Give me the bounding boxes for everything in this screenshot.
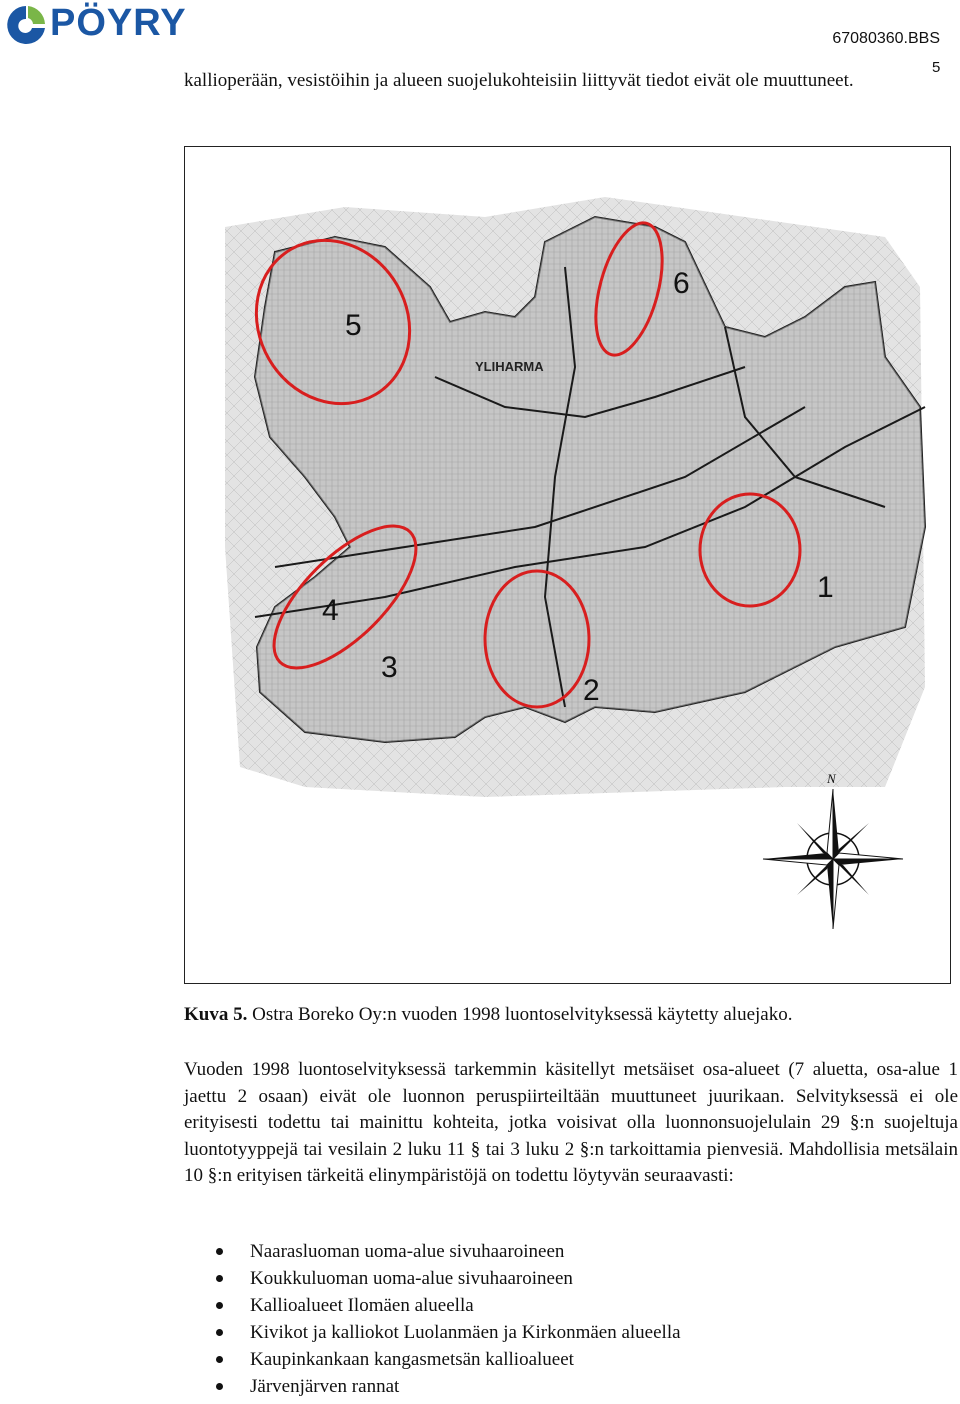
- list-item-text: Kivikot ja kalliokot Luolanmäen ja Kirkonmäen alueella: [250, 1322, 681, 1343]
- list-item: [184, 1373, 681, 1400]
- list-item: [184, 1319, 681, 1346]
- list-item-text: Kaupinkankaan kangasmetsän kallioalueet: [250, 1349, 574, 1370]
- bullet-icon: [216, 1302, 223, 1309]
- list-item-text: Kallioalueet Ilomäen alueella: [250, 1295, 474, 1316]
- compass-north-label: N: [827, 771, 836, 786]
- bullet-icon: [216, 1329, 223, 1336]
- bullet-icon: [216, 1248, 223, 1255]
- poyry-logo: [0, 0, 250, 46]
- intro-paragraph: kallioperään, vesistöihin ja alueen suojelukohteisiin liittyvät tiedot eivät ole muuttuneet.: [184, 70, 854, 91]
- caption-text: Ostra Boreko Oy:n vuoden 1998 luontoselvityksessä käytetty aluejako.: [247, 1004, 793, 1025]
- area-label-2: 2: [583, 674, 600, 707]
- figure-caption: [184, 1004, 792, 1026]
- map-place-label: YLIHARMA: [475, 359, 544, 374]
- bullet-icon: [216, 1383, 223, 1390]
- area-label-5: 5: [345, 309, 362, 342]
- list-item: [184, 1238, 681, 1265]
- list-item-text: Naarasluoman uoma-alue sivuhaaroineen: [250, 1241, 565, 1262]
- compass-rose-icon: [763, 771, 903, 929]
- document-id: 67080360.BBS: [832, 30, 940, 47]
- area-division-map: [185, 147, 950, 983]
- poyry-logo-icon: [2, 2, 50, 48]
- bullet-icon: [216, 1275, 223, 1282]
- logo-wordmark: PÖYRY: [50, 2, 187, 44]
- area-label-4: 4: [322, 594, 339, 627]
- list-item-text: Koukkuluoman uoma-alue sivuhaaroineen: [250, 1268, 573, 1289]
- habitat-list: [184, 1238, 681, 1400]
- page-number: 5: [932, 59, 941, 76]
- list-item: [184, 1265, 681, 1292]
- map-figure: [184, 146, 951, 984]
- caption-prefix: Kuva 5.: [184, 1004, 248, 1025]
- area-label-3: 3: [381, 651, 398, 684]
- list-item: [184, 1346, 681, 1373]
- area-label-6: 6: [673, 267, 690, 300]
- bullet-icon: [216, 1356, 223, 1363]
- list-item-text: Järvenjärven rannat: [250, 1376, 400, 1397]
- body-paragraph: Vuoden 1998 luontoselvityksessä tarkemmin käsitellyt metsäiset osa-alueet (7 aluetta, osa-alue 1 jaettu 2 osaan) eivät ole luonnon peruspiirteiltään muuttuneet juurikaan. Selvityksessä ei ole erityisesti todettu tai mainittu kohteita, jotka voisivat olla luonnonsuojelulain 29 §:n suojeltuja luontotyyppejä tai vesilain 2 luku 11 § tai 3 luku 2 §:n tarkoittamia pienvesiä. Mahdollisia metsälain 10 §:n erityisen tärkeitä elinympäristöjä on todettu löytyvän seuraavasti:: [184, 1059, 958, 1186]
- list-item: [184, 1292, 681, 1319]
- area-label-1: 1: [817, 571, 834, 604]
